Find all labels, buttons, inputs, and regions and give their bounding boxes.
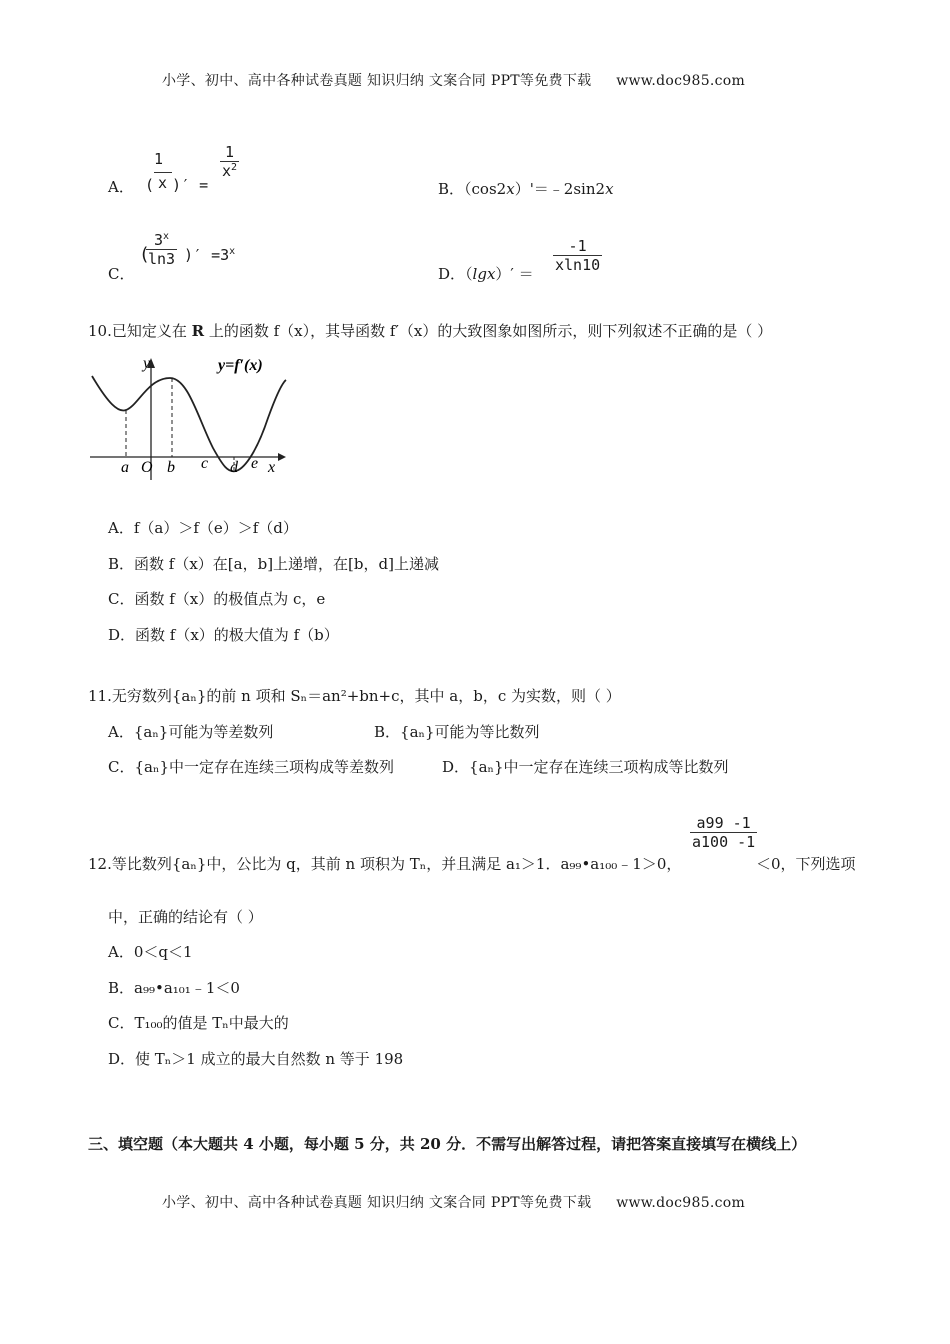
graph-y-label: y	[143, 355, 151, 372]
q9-c-den: ln3	[148, 250, 176, 268]
q9-a-x: x	[158, 174, 168, 192]
section-3-heading: 三、填空题（本大题共 4 小题，每小题 5 分，共 20 分．不需写出解答过程，请把答案直接填写在横线上）	[88, 1135, 807, 1153]
q9-d-num: -1	[568, 237, 587, 255]
q9-a-num: 1	[154, 150, 164, 168]
q12-option-d: D．使 Tₙ＞1 成立的最大自然数 n 等于 198	[108, 1050, 404, 1068]
q9-c-rhs-exp: x	[229, 246, 236, 257]
q11-option-b: B．{aₙ}可能为等比数列	[374, 723, 540, 741]
q10-option-b: B．函数 f（x）在[a，b]上递增，在[b，d]上递减	[108, 555, 439, 573]
q9-c-num-exp: x	[163, 231, 170, 242]
graph-point-d: d	[230, 459, 238, 476]
q9-c-num-base: 3	[154, 231, 164, 249]
q10-derivative-graph	[88, 348, 298, 483]
q9-b-x1: x	[506, 180, 515, 198]
q9-b-pre: （cos2	[464, 180, 507, 198]
graph-point-c: c	[201, 455, 209, 472]
q9-a-rhs-den-base: x	[222, 162, 232, 180]
header-url: www.doc985.com	[616, 73, 746, 89]
q10-option-a: A．f（a）＞f（e）＞f（d）	[108, 519, 298, 537]
q9-c-close-wrap	[184, 246, 235, 264]
q9-c-open: (	[139, 244, 150, 265]
q10-stem-post: 上的函数 f（x），其导函数 f′（x）的大致图象如图所示，则下列叙述不正确的是（ ）	[204, 322, 773, 340]
q12-option-c: C．T₁₀₀的值是 Tₙ中最大的	[108, 1014, 289, 1032]
q9-d-lgx: lgx	[472, 265, 496, 283]
q12-option-b: B．a₉₉•a₁₀₁﹣1＜0	[108, 979, 240, 997]
footer-url: www.doc985.com	[616, 1195, 746, 1211]
q9-a-paren-close: )′ =	[172, 176, 209, 194]
footer-text: 小学、初中、高中各种试卷真题 知识归纳 文案合同 PPT等免费下载	[162, 1195, 592, 1211]
graph-point-e: e	[251, 455, 259, 472]
q9-option-b	[438, 178, 614, 199]
graph-point-a: a	[121, 459, 129, 476]
q9-a-rhs-den	[220, 161, 239, 180]
graph-point-b: b	[167, 459, 175, 476]
q12-fraction	[690, 814, 757, 851]
q10-stem-pre: 10.已知定义在	[88, 322, 192, 340]
q11-stem: 11.无穷数列{aₙ}的前 n 项和 Sₙ＝an²+bn+c，其中 a，b，c 为实数，则（ ）	[88, 687, 621, 705]
q9-b-x2: x	[605, 180, 614, 198]
q12-frac-den: a100 -1	[692, 833, 756, 851]
q9-d-den: xln10	[555, 256, 601, 274]
q9-a-rhs-den-exp: 2	[231, 162, 238, 173]
q9-a-rhs-fraction	[220, 143, 239, 180]
q9-c-close: )′ =3	[184, 246, 230, 264]
q9-a-label: A．	[108, 178, 134, 196]
q9-a-rhs-num: 1	[225, 143, 235, 161]
q10-option-c: C．函数 f（x）的极值点为 c，e	[108, 590, 326, 608]
q11-option-a: A．{aₙ}可能为等差数列	[108, 723, 274, 741]
q12-stem-line2: 中，正确的结论有（ ）	[108, 908, 263, 926]
q9-d-pre: （	[465, 265, 473, 283]
q12-stem-pre: 12.等比数列{aₙ}中，公比为 q，其前 n 项积为 Tₙ，并且满足 a₁＞1．a₉₉•a₁₀₀﹣1＞0，	[88, 855, 682, 873]
q11-option-c: C．{aₙ}中一定存在连续三项构成等差数列	[108, 758, 394, 776]
q12-option-a: A．0＜q＜1	[108, 943, 193, 961]
q10-stem-R: R	[191, 322, 205, 340]
q10-stem	[88, 320, 772, 341]
q9-c-fraction	[146, 231, 177, 268]
q11-option-d: D．{aₙ}中一定存在连续三项构成等比数列	[442, 758, 729, 776]
graph-x-label: x	[268, 459, 276, 476]
q9-a-paren-open: (	[145, 176, 155, 194]
x-axis-arrow	[278, 453, 286, 461]
q9-d-post: ）′ ＝	[495, 265, 534, 283]
q9-a-frac-bar	[154, 172, 172, 173]
header-text: 小学、初中、高中各种试卷真题 知识归纳 文案合同 PPT等免费下载	[162, 73, 592, 89]
q12-stem-post: ＜0，下列选项	[756, 855, 856, 873]
graph-func-label: y=f′(x)	[218, 357, 263, 374]
q9-d-text	[438, 263, 534, 284]
graph-point-O: O	[141, 459, 153, 476]
q9-d-fraction	[553, 237, 602, 274]
page-footer	[162, 1192, 745, 1212]
q10-option-d: D．函数 f（x）的极大值为 f（b）	[108, 626, 339, 644]
page-header	[162, 70, 745, 90]
q9-b-mid: ）'＝﹣2sin2	[514, 180, 606, 198]
q12-frac-num: a99 -1	[696, 814, 751, 832]
q9-c-label: C．	[108, 265, 135, 283]
q9-a-fraction	[152, 150, 165, 168]
q9-b-label: B．	[438, 180, 465, 198]
q9-d-label: D．	[438, 265, 466, 283]
